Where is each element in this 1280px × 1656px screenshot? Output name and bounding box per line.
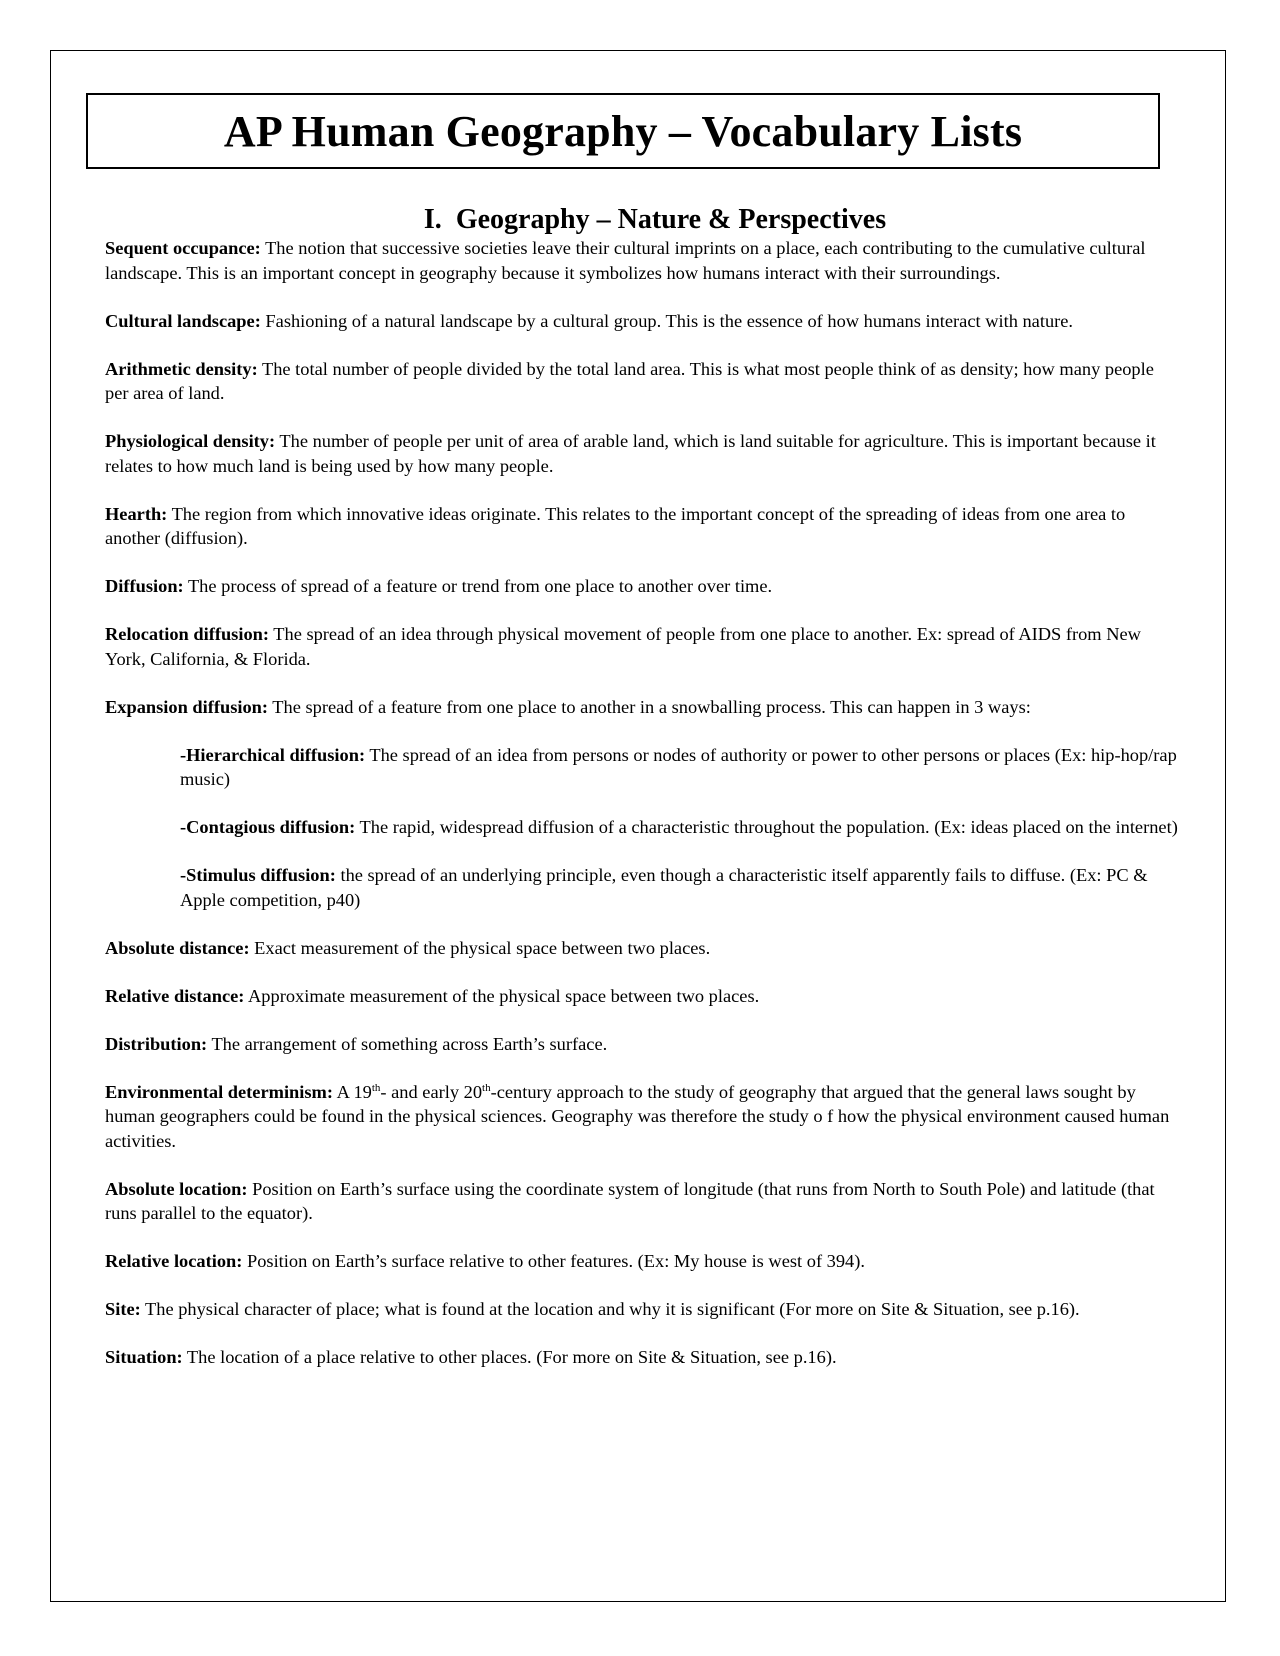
vocab-term: Situation: (105, 1347, 183, 1367)
vocab-definition: The process of spread of a feature or trend from one place to another over time. (183, 576, 773, 596)
vocab-term: -Hierarchical diffusion: (180, 744, 366, 765)
vocab-term: -Contagious diffusion: (180, 817, 356, 837)
ordinal-suffix: th (371, 1081, 381, 1094)
vocab-entry-relative-location (105, 1249, 1180, 1274)
vocab-definition: The spread of a feature from one place to another in a snowballing process. This can happen in 3 ways: (268, 696, 1031, 717)
vocab-entry-situation (105, 1345, 1180, 1370)
vocab-term: Distribution: (105, 1033, 208, 1054)
vocab-definition: Fashioning of a natural landscape by a cultural group. This is the essence of how humans interact with nature. (260, 310, 1074, 331)
vocab-entry-arithmetic-density (105, 357, 1180, 406)
section-numeral: I. (423, 204, 442, 235)
vocab-definition: Exact measurement of the physical space between two places. (249, 937, 711, 958)
vocab-term: Cultural landscape: (105, 310, 261, 331)
vocab-term: Relative location: (105, 1251, 243, 1271)
vocab-definition: Position on Earth’s surface relative to other features. (Ex: My house is west of 394). (242, 1251, 865, 1271)
vocab-definition: Approximate measurement of the physical space between two places. (244, 985, 760, 1006)
vocab-term: Physiological density: (105, 431, 276, 451)
vocab-entry-site (105, 1297, 1180, 1322)
vocab-term: Sequent occupance: (105, 238, 261, 258)
vocab-entry-environmental-determinism (105, 1080, 1180, 1154)
vocab-definition: The physical character of place; what is found at the location and why it is significant (For more on Site & Situation, see p.16). (140, 1299, 1080, 1319)
section-heading (0, 204, 1280, 236)
vocab-entry-distribution (105, 1032, 1180, 1057)
vocab-definition-part: -century approach to the study of geography that argued that the general laws sought by human geographers could be found in the physical sciences. Geography was therefore the study o f how the physical environment caused human activities. (105, 1081, 1170, 1151)
vocab-entry-relative-distance (105, 984, 1180, 1009)
vocab-definition: The arrangement of something across Earth’s surface. (207, 1033, 608, 1054)
title-box (86, 93, 1160, 169)
vocab-entry-diffusion (105, 574, 1180, 599)
vocab-entry-sequent-occupance (105, 236, 1180, 285)
vocab-definition: The number of people per unit of area of arable land, which is land suitable for agriculture. This is important because it relates to how much land is being used by how many people. (105, 431, 1156, 476)
vocab-definition-part: - and early 20 (380, 1081, 483, 1102)
vocab-definition: Position on Earth’s surface using the coordinate system of longitude (that runs from North to South Pole) and latitude (that runs parallel to the equator). (105, 1178, 1155, 1223)
vocab-term: -Stimulus diffusion: (180, 865, 336, 885)
vocab-entry-expansion-diffusion (105, 695, 1180, 720)
vocab-entry-cultural-landscape (105, 309, 1180, 334)
vocab-definition: The region from which innovative ideas originate. This relates to the important concept of the spreading of ideas from one area to another (diffusion). (105, 503, 1126, 548)
vocab-entry-hearth (105, 502, 1180, 551)
vocab-term: Absolute location: (105, 1178, 248, 1199)
vocab-subentry-contagious-diffusion (180, 815, 1180, 840)
vocab-term: Arithmetic density: (105, 358, 258, 379)
section-title: Geography – Nature & Perspectives (455, 204, 887, 235)
vocab-subentry-hierarchical-diffusion (180, 743, 1180, 792)
vocab-term: Relative distance: (105, 985, 245, 1006)
vocabulary-list (105, 236, 1180, 1393)
vocab-definition: The rapid, widespread diffusion of a characteristic throughout the population. (Ex: ideas placed on the internet) (355, 817, 1178, 837)
vocab-term: Hearth: (105, 503, 168, 524)
vocab-entry-relocation-diffusion (105, 622, 1180, 671)
vocab-definition: The notion that successive societies leave their cultural imprints on a place, each contributing to the cumulative cultural landscape. This is an important concept in geography because it symbolizes how humans interact with their surroundings. (105, 238, 1146, 283)
vocab-term: Site: (105, 1299, 141, 1319)
vocab-definition: The location of a place relative to other places. (For more on Site & Situation, see p.16). (182, 1347, 837, 1367)
vocab-term: Expansion diffusion: (105, 696, 269, 717)
document-title: AP Human Geography – Vocabulary Lists (223, 106, 1023, 156)
vocab-definition-part: A 19 (333, 1081, 372, 1102)
vocab-definition: The spread of an idea from persons or nodes of authority or power to other persons or places (Ex: hip-hop/rap music) (180, 744, 1177, 789)
vocab-term: Environmental determinism: (105, 1081, 333, 1102)
vocab-entry-physiological-density (105, 429, 1180, 478)
ordinal-suffix: th (482, 1081, 491, 1094)
vocab-definition: the spread of an underlying principle, even though a characteristic itself apparently fails to diffuse. (Ex: PC & Apple competition, p40) (180, 865, 1148, 910)
vocab-subentry-stimulus-diffusion (180, 863, 1180, 912)
vocab-entry-absolute-location (105, 1177, 1180, 1226)
vocab-definition: The spread of an idea through physical movement of people from one place to another. Ex: spread of AIDS from New York, California, & Florida. (105, 624, 1141, 669)
vocab-term: Absolute distance: (105, 937, 250, 958)
vocab-entry-absolute-distance (105, 936, 1180, 961)
vocab-term: Diffusion: (105, 576, 184, 596)
vocab-definition: The total number of people divided by the total land area. This is what most people think of as density; how many people per area of land. (105, 358, 1154, 403)
vocab-term: Relocation diffusion: (105, 624, 269, 644)
